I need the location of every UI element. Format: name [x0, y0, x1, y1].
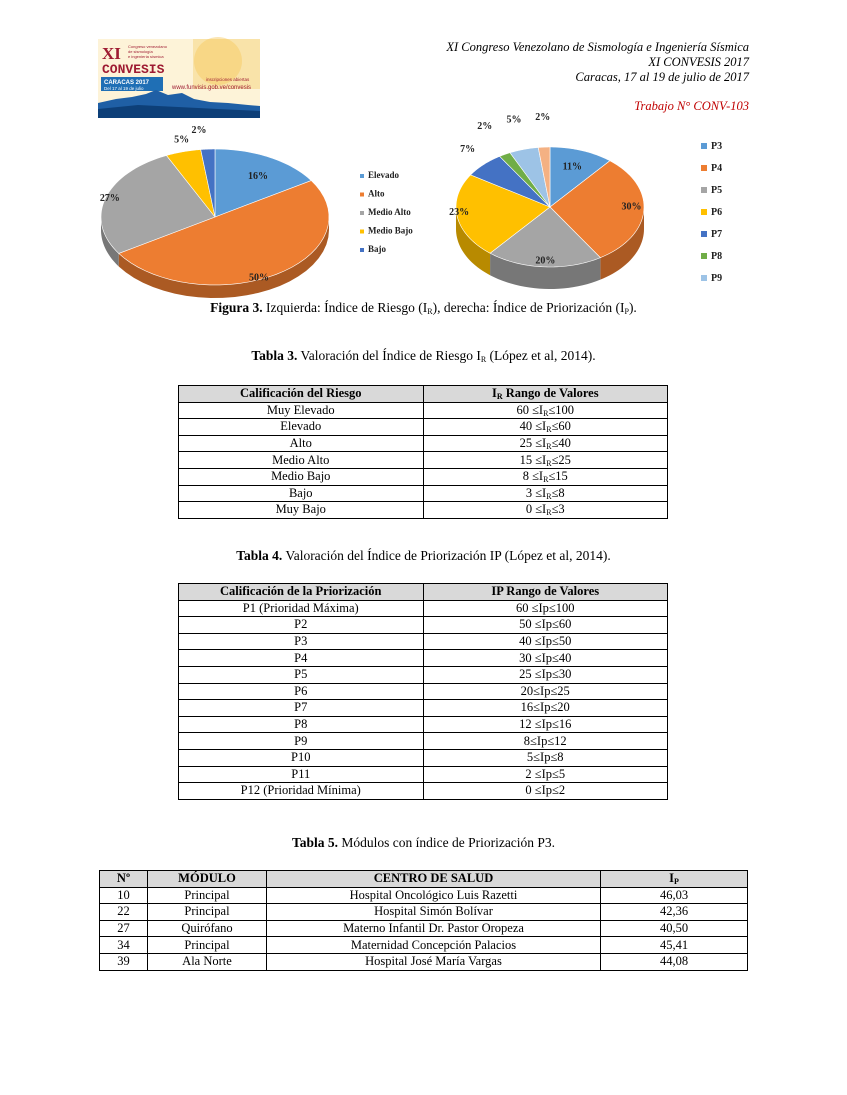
table-row [179, 666, 668, 683]
table-header-cell: Nº [100, 871, 148, 888]
range-sub: R [546, 491, 552, 501]
range-sub: R [546, 458, 552, 468]
legend-entry: Elevado [368, 170, 400, 180]
figure-caption-text-a: Izquierda: Índice de Riesgo (I [262, 300, 428, 315]
risk-rating-cell: Alto [179, 435, 424, 452]
table3-caption-sub: R [480, 355, 487, 364]
range-high: ≤60 [551, 419, 571, 434]
module-number-cell: 27 [100, 920, 148, 937]
data-label: 50% [249, 272, 269, 284]
table3-caption-label: Tabla 3. [251, 348, 298, 363]
table-row [179, 502, 668, 519]
module-number-cell: 39 [100, 953, 148, 970]
legend-entry: Bajo [368, 244, 386, 254]
ip-value-cell: 44,08 [601, 953, 748, 970]
table5-p3-modules [99, 870, 748, 971]
priority-range-cell: 50 ≤Ip≤60 [423, 617, 668, 634]
priority-rating-cell: P4 [179, 650, 424, 667]
col-sub: P [673, 877, 679, 887]
legend-swatch [701, 253, 707, 259]
module-cell: Principal [148, 937, 267, 954]
table-row [179, 700, 668, 717]
table-row [179, 485, 668, 502]
priority-rating-cell: P1 (Prioridad Máxima) [179, 600, 424, 617]
legend-swatch [360, 174, 364, 178]
table-header-cell: MÓDULO [148, 871, 267, 888]
logo-roman: XI [102, 44, 121, 63]
table-row [100, 953, 748, 970]
figure-3 [98, 111, 738, 298]
table-row [100, 937, 748, 954]
ip-value-cell: 42,36 [601, 904, 748, 921]
table-header-cell [601, 871, 748, 888]
legend-entry: Medio Bajo [368, 225, 413, 236]
priority-range-cell: 30 ≤Ip≤40 [423, 650, 668, 667]
header-congress: XI Congreso Venezolano de Sismología e Ingeniería Sísmica [446, 40, 749, 54]
running-header [446, 40, 749, 114]
legend-swatch [360, 193, 364, 197]
priority-range-cell: 8≤Ip≤12 [423, 733, 668, 750]
range-sub: R [543, 408, 549, 418]
priority-rating-cell: P11 [179, 766, 424, 783]
table-row [179, 419, 668, 436]
header-event: XI CONVESIS 2017 [648, 55, 749, 69]
data-label: 5% [174, 134, 190, 146]
table-header-row [179, 584, 668, 601]
table4-caption-text: Valoración del Índice de Priorización IP (López et al, 2014). [282, 548, 611, 563]
legend-entry: P8 [711, 251, 723, 262]
ip-value-cell: 40,50 [601, 920, 748, 937]
table3-risk-index [178, 385, 668, 519]
data-label: 30% [621, 201, 642, 213]
table-row [179, 766, 668, 783]
module-number-cell: 34 [100, 937, 148, 954]
table-row [179, 468, 668, 485]
table-header-row [179, 386, 668, 403]
range-low: 25 ≤I [519, 436, 547, 451]
priority-range-cell: 5≤Ip≤8 [423, 749, 668, 766]
paper-code: Trabajo N° CONV-103 [634, 99, 749, 113]
risk-rating-cell: Muy Bajo [179, 502, 424, 519]
priority-range-cell: 20≤Ip≤25 [423, 683, 668, 700]
legend-swatch [701, 231, 707, 237]
congress-logo [98, 39, 260, 118]
range-sub: R [546, 442, 552, 452]
risk-range-cell [423, 468, 668, 485]
legend-swatch [701, 209, 707, 215]
table4-caption [0, 548, 847, 564]
table5-caption-label: Tabla 5. [291, 835, 338, 850]
priority-rating-cell: P12 (Prioridad Mínima) [179, 783, 424, 800]
table-row [100, 920, 748, 937]
risk-index-legend [360, 170, 413, 254]
table5-caption-text: Módulos con índice de Priorización P3. [337, 835, 556, 850]
table-header-cell: CENTRO DE SALUD [267, 871, 601, 888]
risk-index-pie-chart [100, 125, 329, 298]
data-label: 2% [477, 120, 493, 132]
health-center-cell: Maternidad Concepción Palacios [267, 937, 601, 954]
figure-caption-text-c: ). [628, 300, 637, 315]
priority-rating-cell: P8 [179, 716, 424, 733]
module-cell: Ala Norte [148, 953, 267, 970]
logo-subtitle-1: Congreso venezolano [128, 44, 167, 49]
legend-entry: P3 [711, 141, 723, 152]
table-row [179, 402, 668, 419]
ip-value-cell: 45,41 [601, 937, 748, 954]
table-row [179, 633, 668, 650]
priority-range-cell: 60 ≤Ip≤100 [423, 600, 668, 617]
legend-entry: Alto [368, 188, 385, 199]
module-cell: Principal [148, 904, 267, 921]
table-header-cell [423, 386, 668, 403]
risk-range-cell [423, 402, 668, 419]
table-row [179, 600, 668, 617]
risk-rating-cell: Elevado [179, 419, 424, 436]
legend-swatch [701, 275, 707, 281]
ip-value-cell: 46,03 [601, 887, 748, 904]
priority-range-cell: 25 ≤Ip≤30 [423, 666, 668, 683]
table-row [100, 904, 748, 921]
risk-rating-cell: Medio Bajo [179, 468, 424, 485]
table4-caption-label: Tabla 4. [236, 548, 283, 563]
table-row [179, 749, 668, 766]
table-row [179, 435, 668, 452]
legend-entry: P4 [711, 163, 723, 174]
figure-caption [0, 300, 847, 316]
priority-rating-cell: P10 [179, 749, 424, 766]
priority-range-cell: 0 ≤Ip≤2 [423, 783, 668, 800]
figure-caption-sub-a: R [427, 307, 433, 316]
data-label: 2% [191, 125, 207, 136]
range-sub: R [546, 425, 552, 435]
legend-swatch [701, 165, 707, 171]
priority-range-cell: 12 ≤Ip≤16 [423, 716, 668, 733]
range-low: 60 ≤I [516, 402, 544, 417]
table-row [179, 716, 668, 733]
legend-swatch [360, 230, 364, 234]
col-prefix: I [491, 386, 497, 401]
risk-range-cell [423, 435, 668, 452]
risk-range-cell [423, 452, 668, 469]
table-header-cell: Calificación del Riesgo [179, 386, 424, 403]
range-sub: R [546, 508, 552, 518]
priority-index-pie-chart [449, 112, 644, 289]
table-row [179, 617, 668, 634]
range-high: ≤3 [551, 502, 565, 517]
legend-entry: P7 [711, 229, 723, 240]
data-label: 16% [248, 171, 268, 183]
table5-caption [0, 835, 847, 851]
range-low: 3 ≤I [525, 485, 547, 500]
health-center-cell: Hospital Oncológico Luis Razetti [267, 887, 601, 904]
module-cell: Principal [148, 887, 267, 904]
col-sub: R [496, 392, 503, 402]
legend-swatch [701, 187, 707, 193]
figure-caption-sub-b: P [624, 307, 629, 316]
priority-rating-cell: P5 [179, 666, 424, 683]
risk-rating-cell: Muy Elevado [179, 402, 424, 419]
table-row [179, 683, 668, 700]
logo-name: CONVESIS [102, 62, 165, 77]
figure-caption-text-b: ), derecha: Índice de Priorización (I [432, 300, 625, 315]
table3-caption [0, 348, 847, 364]
col-suffix: Rango de Valores [502, 386, 599, 401]
risk-range-cell [423, 502, 668, 519]
table-header-row [100, 871, 748, 888]
legend-swatch [360, 248, 364, 252]
priority-rating-cell: P3 [179, 633, 424, 650]
table4-priority-index [178, 583, 668, 800]
logo-info: inscripciones abiertas [206, 77, 250, 82]
data-label: 7% [460, 144, 476, 156]
module-cell: Quirófano [148, 920, 267, 937]
priority-rating-cell: P2 [179, 617, 424, 634]
priority-rating-cell: P6 [179, 683, 424, 700]
module-number-cell: 22 [100, 904, 148, 921]
table-row [100, 887, 748, 904]
legend-entry: Medio Alto [368, 207, 411, 217]
module-number-cell: 10 [100, 887, 148, 904]
range-high: ≤15 [548, 469, 568, 484]
table-header-cell: Calificación de la Priorización [179, 584, 424, 601]
range-low: 8 ≤I [522, 469, 544, 484]
health-center-cell: Materno Infantil Dr. Pastor Oropeza [267, 920, 601, 937]
table-row [179, 650, 668, 667]
col-prefix: I [669, 871, 674, 886]
health-center-cell: Hospital José María Vargas [267, 953, 601, 970]
logo-subtitle-2: de sismología [128, 49, 153, 54]
logo-dates: Del 17 al 19 de julio [104, 86, 144, 91]
data-label: 2% [535, 111, 551, 123]
health-center-cell: Hospital Simón Bolívar [267, 904, 601, 921]
priority-range-cell: 16≤Ip≤20 [423, 700, 668, 717]
table3-caption-text: Valoración del Índice de Riesgo I [297, 348, 481, 363]
table-row [179, 452, 668, 469]
range-high: ≤8 [551, 485, 565, 500]
range-low: 15 ≤I [519, 452, 547, 467]
range-high: ≤25 [551, 452, 571, 467]
logo-subtitle-3: e ingeniería sísmica [128, 54, 164, 59]
table-row [179, 783, 668, 800]
legend-entry: P5 [711, 185, 723, 196]
data-label: 23% [449, 207, 470, 218]
header-dates: Caracas, 17 al 19 de julio de 2017 [575, 70, 749, 84]
legend-swatch [360, 211, 364, 215]
range-low: 0 ≤I [525, 502, 547, 517]
legend-entry: P9 [711, 273, 723, 284]
table-row [179, 733, 668, 750]
data-label: 27% [99, 192, 120, 204]
range-low: 40 ≤I [519, 419, 547, 434]
logo-location: CARACAS 2017 [104, 80, 150, 86]
priority-range-cell: 40 ≤Ip≤50 [423, 633, 668, 650]
data-label: 11% [562, 161, 583, 173]
priority-rating-cell: P9 [179, 733, 424, 750]
risk-range-cell [423, 419, 668, 436]
range-sub: R [543, 475, 549, 485]
risk-rating-cell: Medio Alto [179, 452, 424, 469]
range-high: ≤40 [551, 436, 571, 451]
data-label: 5% [506, 114, 522, 126]
legend-swatch [701, 143, 707, 149]
table-header-cell: IP Rango de Valores [423, 584, 668, 601]
priority-rating-cell: P7 [179, 700, 424, 717]
range-high: ≤100 [548, 402, 575, 417]
data-label: 20% [535, 255, 556, 267]
table3-caption-tail: (López et al, 2014). [486, 348, 596, 363]
legend-entry: P6 [711, 207, 723, 218]
priority-index-legend [701, 141, 722, 284]
risk-rating-cell: Bajo [179, 485, 424, 502]
risk-range-cell [423, 485, 668, 502]
logo-url: www.funvisis.gob.ve/convesis [172, 85, 252, 91]
figure-caption-label: Figura 3. [210, 300, 263, 315]
priority-range-cell: 2 ≤Ip≤5 [423, 766, 668, 783]
